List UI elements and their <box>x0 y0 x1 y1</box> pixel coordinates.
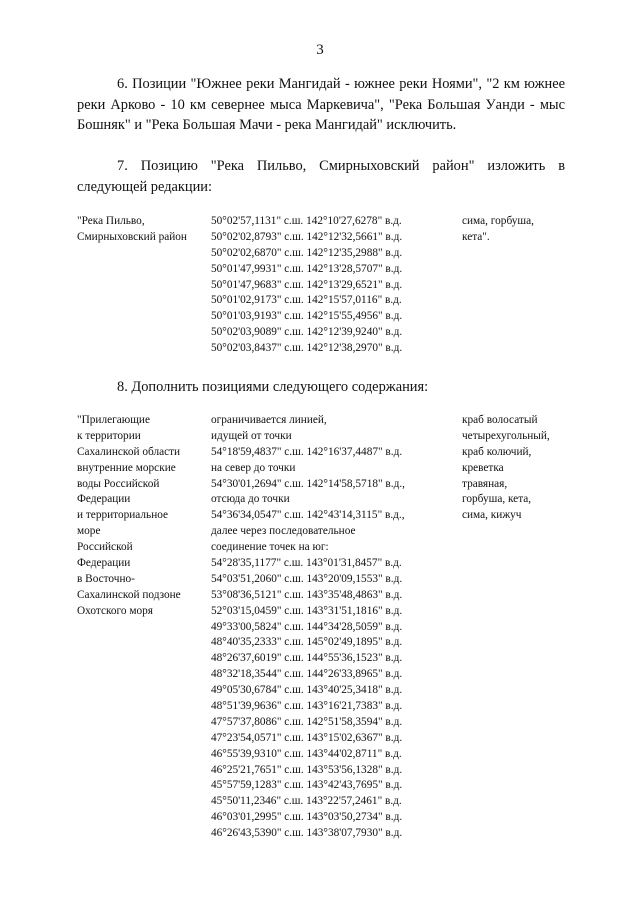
table-line: ограничивается линией, <box>211 414 327 426</box>
table-line: Сахалинской области <box>77 445 181 458</box>
table-line: 53°08'36,5121" с.ш. 143°35'48,4863" в.д. <box>211 588 403 601</box>
table-line: к территории <box>77 429 141 442</box>
table-line: 47°23'54,0571" с.ш. 143°15'02,6367" в.д. <box>211 731 403 744</box>
table-line: 48°51'39,9636" с.ш. 143°16'21,7383" в.д. <box>211 700 403 713</box>
table-line: Охотского моря <box>77 604 153 617</box>
table-line: травяная, <box>462 477 508 490</box>
item-7-species <box>462 214 577 246</box>
table-line: Сахалинской подзоне <box>77 588 181 601</box>
item-8-species <box>462 413 577 524</box>
item-6-paragraph: 6. Позиции "Южнее реки Мангидай - южнее реки Ноями", "2 км южнее реки Арково - 10 км севернее мыса Маркевича", "Река Большая Уанди - мыс Бошняк" и "Река Большая Мачи - река Мангидай" исключить. <box>77 76 565 133</box>
table-line: 46°26'43,5390" с.ш. 143°38'07,7930" в.д. <box>211 827 403 840</box>
table-line: внутренние морские <box>77 461 176 474</box>
table-line: в Восточно- <box>77 572 135 585</box>
table-line: "Прилегающие <box>77 414 150 426</box>
table-line: 54°18'59,4837" с.ш. 142°16'37,4487" в.д. <box>211 445 403 458</box>
table-line: и территориальное <box>77 509 169 522</box>
table-line: далее через последовательное <box>211 525 356 538</box>
table-line: креветка <box>462 461 504 474</box>
table-line: 50°02'03,8437" с.ш. 142°12'38,2970" в.д. <box>211 342 403 355</box>
table-line: 49°33'00,5824" с.ш. 144°34'28,5059" в.д. <box>211 620 403 633</box>
table-line: идущей от точки <box>211 429 292 442</box>
table-line: кета". <box>462 230 490 243</box>
table-line: 46°03'01,2995" с.ш. 143°03'50,2734" в.д. <box>211 811 403 824</box>
table-line: 49°05'30,6784" с.ш. 143°40'25,3418" в.д. <box>211 684 403 697</box>
table-line: 50°02'57,1131" с.ш. 142°10'27,6278" в.д. <box>211 215 402 227</box>
table-line: сима, кижуч <box>462 509 522 522</box>
table-line: 54°36'34,0547" с.ш. 142°43'14,3115" в.д., <box>211 509 405 522</box>
table-line: 54°28'35,1177" с.ш. 143°01'31,8457" в.д. <box>211 557 402 570</box>
table-line: 45°50'11,2346" с.ш. 143°22'57,2461" в.д. <box>211 795 402 808</box>
table-line: Федерации <box>77 557 131 570</box>
table-line: четырехугольный, <box>462 429 550 442</box>
table-line: 45°57'59,1283" с.ш. 143°42'43,7695" в.д. <box>211 779 403 792</box>
table-line: Смирныховский район <box>77 230 187 243</box>
item-7-area-name <box>77 214 207 246</box>
table-line: горбуша, кета, <box>462 493 532 506</box>
table-line: море <box>77 525 101 538</box>
table-line: 48°26'37,6019" с.ш. 144°55'36,1523" в.д. <box>211 652 403 665</box>
table-line: 50°02'03,9089" с.ш. 142°12'39,9240" в.д. <box>211 326 403 339</box>
table-line: сима, горбуша, <box>462 215 534 227</box>
table-line: соединение точек на юг: <box>211 541 329 554</box>
table-line: 48°40'35,2333" с.ш. 145°02'49,1895" в.д. <box>211 636 403 649</box>
table-line: воды Российской <box>77 477 160 490</box>
table-line: краб волосатый <box>462 414 538 426</box>
table-line: 50°01'47,9931" с.ш. 142°13'28,5707" в.д. <box>211 262 403 275</box>
table-line: 46°25'21,7651" с.ш. 143°53'56,1328" в.д. <box>211 763 403 776</box>
table-line: 50°02'02,8793" с.ш. 142°12'32,5661" в.д. <box>211 230 403 243</box>
table-line: Российской <box>77 541 133 554</box>
item-7-paragraph: 7. Позицию "Река Пильво, Смирныховский район" изложить в следующей редакции: <box>77 158 565 195</box>
table-line: 50°01'47,9683" с.ш. 142°13'29,6521" в.д. <box>211 278 403 291</box>
table-line: отсюда до точки <box>211 493 290 506</box>
item-8-boundary-description <box>211 413 461 842</box>
table-line: "Река Пильво, <box>77 215 145 227</box>
table-line: 47°57'37,8086" с.ш. 142°51'58,3594" в.д. <box>211 715 403 728</box>
table-line: 52°03'15,0459" с.ш. 143°31'51,1816" в.д. <box>211 604 403 617</box>
table-line: 48°32'18,3544" с.ш. 144°26'33,8965" в.д. <box>211 668 403 681</box>
table-line: 46°55'39,9310" с.ш. 143°44'02,8711" в.д. <box>211 747 402 760</box>
table-line: краб колючий, <box>462 445 532 458</box>
item-7-coordinates <box>211 214 461 357</box>
item-8-paragraph: 8. Дополнить позициями следующего содержания: <box>117 379 429 395</box>
table-line: 50°01'03,9193" с.ш. 142°15'55,4956" в.д. <box>211 310 403 323</box>
table-line: 54°30'01,2694" с.ш. 142°14'58,5718" в.д., <box>211 477 405 490</box>
table-line: 50°01'02,9173" с.ш. 142°15'57,0116" в.д. <box>211 294 402 307</box>
table-line: на север до точки <box>211 461 296 474</box>
table-line: Федерации <box>77 493 131 506</box>
page-number: 3 <box>316 42 324 58</box>
item-8-area-name <box>77 413 207 620</box>
table-line: 54°03'51,2060" с.ш. 143°20'09,1553" в.д. <box>211 572 403 585</box>
table-line: 50°02'02,6870" с.ш. 142°12'35,2988" в.д. <box>211 246 403 259</box>
